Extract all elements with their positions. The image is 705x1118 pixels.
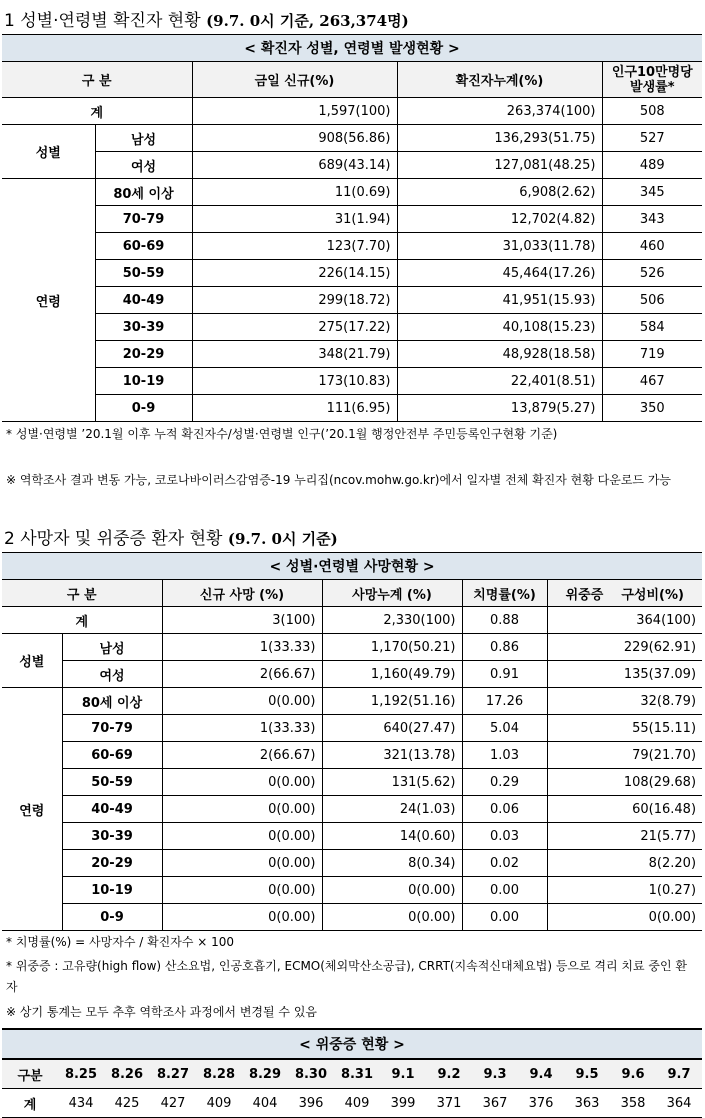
cell-fatality: 17.26 — [462, 688, 547, 715]
cell-severe: 60(16.48) — [547, 796, 702, 823]
table3-header-row — [2, 1059, 702, 1089]
table2-row-age — [2, 850, 702, 877]
row-label: 0-9 — [95, 395, 192, 422]
cell-new-deaths: 2(66.67) — [162, 661, 322, 688]
cell-severe: 79(21.70) — [547, 742, 702, 769]
table2-row-male — [2, 634, 702, 661]
confirmed-cases-table — [2, 34, 702, 422]
row-label: 10-19 — [95, 368, 192, 395]
table2-header-severe: 위중증 구성비(%) — [547, 580, 702, 607]
cell-fatality: 1.03 — [462, 742, 547, 769]
cell-cum-deaths: 14(0.60) — [322, 823, 462, 850]
table1-header-rate-line2: 발생률* — [630, 79, 675, 95]
table1-row-age — [2, 260, 702, 287]
cell-rate: 506 — [602, 287, 702, 314]
table1-row-age — [2, 287, 702, 314]
table1-header-rate-line1: 인구10만명당 — [611, 64, 693, 80]
severe-count-cell: 376 — [518, 1089, 564, 1118]
row-label: 80세 이상 — [62, 688, 162, 715]
table2-row-total — [2, 607, 702, 634]
table2-header-category: 구 분 — [2, 580, 162, 607]
date-header: 9.3 — [472, 1059, 518, 1089]
date-header: 8.25 — [58, 1059, 104, 1089]
cell-cumulative: 136,293(51.75) — [397, 125, 602, 152]
cell-cumulative: 31,033(11.78) — [397, 233, 602, 260]
cell-new-deaths: 0(0.00) — [162, 877, 322, 904]
cell-severe: 1(0.27) — [547, 877, 702, 904]
cell-fatality: 0.91 — [462, 661, 547, 688]
cell-new: 348(21.79) — [192, 341, 397, 368]
severe-count-cell: 363 — [564, 1089, 610, 1118]
cell-cumulative: 40,108(15.23) — [397, 314, 602, 341]
table2-row-age — [2, 904, 702, 931]
severe-count-cell: 364 — [656, 1089, 702, 1118]
cell-rate: 460 — [602, 233, 702, 260]
row-label: 여성 — [95, 152, 192, 179]
cell-new: 111(6.95) — [192, 395, 397, 422]
section1-heading — [4, 6, 409, 31]
cell-fatality: 0.00 — [462, 877, 547, 904]
table1-row-female — [2, 152, 702, 179]
section1-note-1: * 성별·연령별 ’20.1월 이후 누적 확진자수/성별·연령별 인구(’20.1월 행정안전부 주민등록인구현황 기준) — [6, 427, 558, 441]
cell-new: 123(7.70) — [192, 233, 397, 260]
row-label: 30-39 — [62, 823, 162, 850]
row-label: 여성 — [62, 661, 162, 688]
table2-row-age — [2, 742, 702, 769]
table2-row-age — [2, 796, 702, 823]
table2-header-new-deaths: 신규 사망 (%) — [162, 580, 322, 607]
row-label: 40-49 — [95, 287, 192, 314]
date-header: 8.29 — [242, 1059, 288, 1089]
table1-title: < 확진자 성별, 연령별 발생현황 > — [2, 35, 702, 62]
severe-count-cell: 371 — [426, 1089, 472, 1118]
table1-header-rate — [602, 62, 702, 98]
cell-new-deaths: 1(33.33) — [162, 715, 322, 742]
severe-count-cell: 425 — [104, 1089, 150, 1118]
cell-fatality: 0.88 — [462, 607, 547, 634]
cell-cum-deaths: 0(0.00) — [322, 877, 462, 904]
cell-severe: 135(37.09) — [547, 661, 702, 688]
table1-row-age — [2, 368, 702, 395]
cell-rate: 467 — [602, 368, 702, 395]
severe-count-cell: 399 — [380, 1089, 426, 1118]
section2-heading — [4, 524, 338, 549]
cell-cum-deaths: 321(13.78) — [322, 742, 462, 769]
cell-new-deaths: 0(0.00) — [162, 904, 322, 931]
date-header: 8.28 — [196, 1059, 242, 1089]
row-label: 20-29 — [62, 850, 162, 877]
cell-rate: 527 — [602, 125, 702, 152]
table1-row-age — [2, 179, 702, 206]
cell-severe: 108(29.68) — [547, 769, 702, 796]
group-label-age: 연령 — [2, 688, 62, 931]
cell-cumulative: 13,879(5.27) — [397, 395, 602, 422]
cell-cum-deaths: 1,170(50.21) — [322, 634, 462, 661]
cell-cumulative: 22,401(8.51) — [397, 368, 602, 395]
cell-fatality: 0.02 — [462, 850, 547, 877]
cell-cumulative: 263,374(100) — [397, 98, 602, 125]
cell-severe: 364(100) — [547, 607, 702, 634]
table3-title: < 위중증 현황 > — [2, 1029, 702, 1059]
cell-severe: 55(15.11) — [547, 715, 702, 742]
cell-cumulative: 41,951(15.93) — [397, 287, 602, 314]
cell-cum-deaths: 131(5.62) — [322, 769, 462, 796]
row-label: 70-79 — [62, 715, 162, 742]
date-header: 8.30 — [288, 1059, 334, 1089]
severe-count-cell: 434 — [58, 1089, 104, 1118]
cell-cum-deaths: 640(27.47) — [322, 715, 462, 742]
severe-count-cell: 409 — [334, 1089, 380, 1118]
cell-cum-deaths: 2,330(100) — [322, 607, 462, 634]
row-label: 50-59 — [95, 260, 192, 287]
cell-fatality: 0.29 — [462, 769, 547, 796]
section2-heading-note: (9.7. 0시 기준) — [227, 530, 338, 548]
severe-count-cell: 367 — [472, 1089, 518, 1118]
cell-fatality: 5.04 — [462, 715, 547, 742]
cell-new-deaths: 0(0.00) — [162, 850, 322, 877]
row-label: 60-69 — [62, 742, 162, 769]
section2-heading-text: 2 사망자 및 위중증 환자 현황 — [4, 529, 223, 549]
cell-severe: 21(5.77) — [547, 823, 702, 850]
cell-cum-deaths: 1,160(49.79) — [322, 661, 462, 688]
table2-row-age — [2, 769, 702, 796]
severe-count-cell: 404 — [242, 1089, 288, 1118]
cell-new: 173(10.83) — [192, 368, 397, 395]
row-label: 남성 — [62, 634, 162, 661]
cell-cum-deaths: 8(0.34) — [322, 850, 462, 877]
cell-new-deaths: 0(0.00) — [162, 769, 322, 796]
table3-row-label: 계 — [2, 1089, 58, 1118]
cell-new-deaths: 3(100) — [162, 607, 322, 634]
cell-fatality: 0.86 — [462, 634, 547, 661]
cell-new: 1,597(100) — [192, 98, 397, 125]
cell-cumulative: 12,702(4.82) — [397, 206, 602, 233]
section1-note-2: ※ 역학조사 결과 변동 가능, 코로나바이러스감염증-19 누리집(ncov.mohw.go.kr)에서 일자별 전체 확진자 현황 다운로드 가능 — [6, 473, 672, 487]
date-header: 9.1 — [380, 1059, 426, 1089]
date-header: 8.27 — [150, 1059, 196, 1089]
section2-note-3: ※ 상기 통계는 모두 추후 역학조사 과정에서 변경될 수 있음 — [6, 1005, 318, 1019]
table3-header-label: 구분 — [2, 1059, 58, 1089]
cell-rate: 343 — [602, 206, 702, 233]
cell-new-deaths: 0(0.00) — [162, 688, 322, 715]
table2-row-age — [2, 688, 702, 715]
cell-cumulative: 127,081(48.25) — [397, 152, 602, 179]
row-label: 계 — [2, 98, 192, 125]
severe-count-cell: 396 — [288, 1089, 334, 1118]
row-label: 80세 이상 — [95, 179, 192, 206]
cell-severe: 229(62.91) — [547, 634, 702, 661]
table1-row-age — [2, 314, 702, 341]
table3-value-row — [2, 1089, 702, 1118]
severe-count-cell: 358 — [610, 1089, 656, 1118]
table2-header-cum-deaths: 사망누계 (%) — [322, 580, 462, 607]
cell-cum-deaths: 1,192(51.16) — [322, 688, 462, 715]
table1-header-new: 금일 신규(%) — [192, 62, 397, 98]
cell-cum-deaths: 24(1.03) — [322, 796, 462, 823]
group-label-sex: 성별 — [2, 634, 62, 688]
table2-row-female — [2, 661, 702, 688]
cell-rate: 345 — [602, 179, 702, 206]
cell-rate: 526 — [602, 260, 702, 287]
table1-row-age — [2, 233, 702, 260]
severe-count-cell: 427 — [150, 1089, 196, 1118]
table1-row-age — [2, 206, 702, 233]
cell-new-deaths: 0(0.00) — [162, 796, 322, 823]
cell-new-deaths: 0(0.00) — [162, 823, 322, 850]
table2-header-fatality: 치명률(%) — [462, 580, 547, 607]
cell-rate: 489 — [602, 152, 702, 179]
table1-row-male — [2, 125, 702, 152]
deaths-severe-table — [2, 552, 702, 931]
cell-fatality: 0.00 — [462, 904, 547, 931]
date-header: 8.31 — [334, 1059, 380, 1089]
group-label-age: 연령 — [2, 179, 95, 422]
date-header: 9.4 — [518, 1059, 564, 1089]
cell-severe: 32(8.79) — [547, 688, 702, 715]
row-label: 60-69 — [95, 233, 192, 260]
severe-count-cell: 409 — [196, 1089, 242, 1118]
cell-new: 31(1.94) — [192, 206, 397, 233]
table2-title: < 성별·연령별 사망현황 > — [2, 553, 702, 580]
table2-row-age — [2, 877, 702, 904]
table1-header-cumulative: 확진자누계(%) — [397, 62, 602, 98]
cell-severe: 0(0.00) — [547, 904, 702, 931]
date-header: 9.7 — [656, 1059, 702, 1089]
row-label: 40-49 — [62, 796, 162, 823]
cell-cumulative: 45,464(17.26) — [397, 260, 602, 287]
row-label: 50-59 — [62, 769, 162, 796]
section1-heading-note: (9.7. 0시 기준, 263,374명) — [206, 12, 409, 30]
cell-cum-deaths: 0(0.00) — [322, 904, 462, 931]
cell-cumulative: 48,928(18.58) — [397, 341, 602, 368]
cell-cumulative: 6,908(2.62) — [397, 179, 602, 206]
date-header: 8.26 — [104, 1059, 150, 1089]
group-label-sex: 성별 — [2, 125, 95, 179]
cell-rate: 719 — [602, 341, 702, 368]
cell-new: 908(56.86) — [192, 125, 397, 152]
cell-new-deaths: 2(66.67) — [162, 742, 322, 769]
row-label: 0-9 — [62, 904, 162, 931]
cell-new: 11(0.69) — [192, 179, 397, 206]
cell-new: 689(43.14) — [192, 152, 397, 179]
row-label: 20-29 — [95, 341, 192, 368]
cell-rate: 350 — [602, 395, 702, 422]
cell-fatality: 0.06 — [462, 796, 547, 823]
section1-heading-text: 1 성별·연령별 확진자 현황 — [4, 11, 201, 31]
table2-row-age — [2, 715, 702, 742]
row-label: 남성 — [95, 125, 192, 152]
date-header: 9.2 — [426, 1059, 472, 1089]
cell-fatality: 0.03 — [462, 823, 547, 850]
section2-note-2: * 위중증 : 고유량(high flow) 산소요법, 인공호흡기, ECMO(체외막산소공급), CRRT(지속적신대체요법) 등으로 격리 치료 중인 환자 — [6, 959, 687, 994]
cell-new: 299(18.72) — [192, 287, 397, 314]
date-header: 9.5 — [564, 1059, 610, 1089]
table1-row-age — [2, 395, 702, 422]
severe-trend-table — [2, 1028, 702, 1118]
cell-new-deaths: 1(33.33) — [162, 634, 322, 661]
cell-new: 275(17.22) — [192, 314, 397, 341]
section2-note-1: * 치명률(%) = 사망자수 / 확진자수 × 100 — [6, 935, 235, 949]
cell-rate: 584 — [602, 314, 702, 341]
cell-new: 226(14.15) — [192, 260, 397, 287]
cell-severe: 8(2.20) — [547, 850, 702, 877]
row-label: 10-19 — [62, 877, 162, 904]
table1-row-total — [2, 98, 702, 125]
table1-row-age — [2, 341, 702, 368]
date-header: 9.6 — [610, 1059, 656, 1089]
table1-header-category: 구 분 — [2, 62, 192, 98]
row-label: 계 — [2, 607, 162, 634]
row-label: 30-39 — [95, 314, 192, 341]
row-label: 70-79 — [95, 206, 192, 233]
cell-rate: 508 — [602, 98, 702, 125]
table2-row-age — [2, 823, 702, 850]
